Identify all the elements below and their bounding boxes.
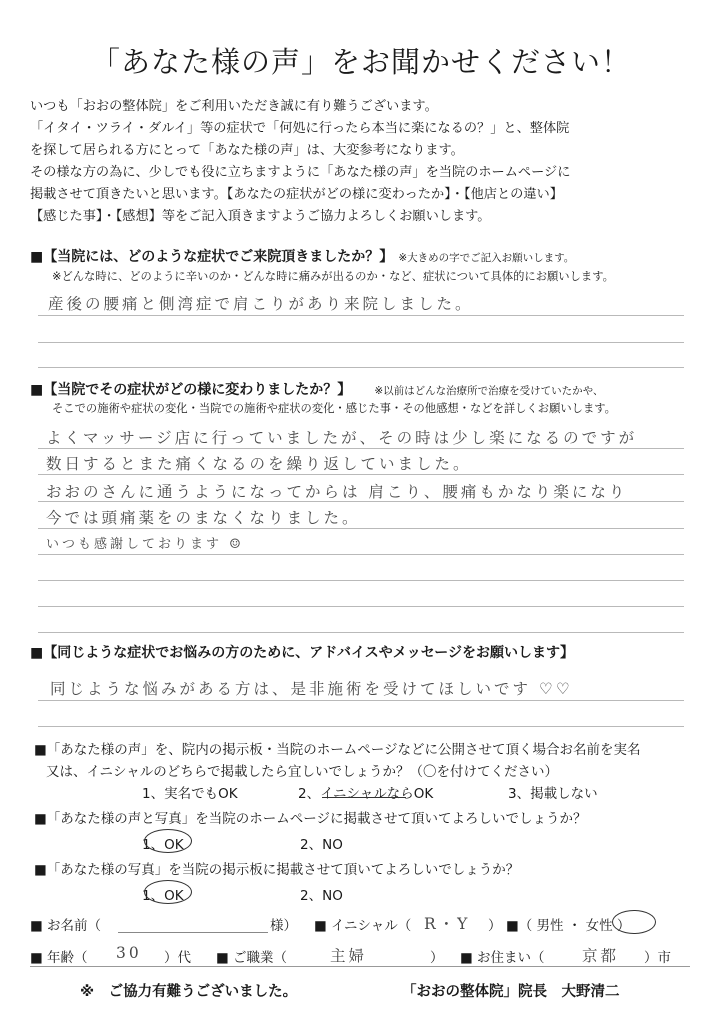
writing-line	[38, 606, 684, 607]
gender-label: ■（ 男性 ・ 女性 ）	[506, 918, 631, 934]
q3-option-ok: 1、OK	[142, 888, 184, 904]
section-1-note: ※大きめの字でご記入お願いします。	[398, 252, 575, 264]
question-1-line-2: 又は、イニシャルのどちらで掲載したら宜しいでしょうか？（〇を付けてください）	[46, 764, 559, 780]
writing-line	[38, 700, 684, 701]
section-2-answer-line: 今では頭痛薬をのまなくなりました。	[46, 509, 361, 527]
writing-line	[38, 448, 684, 449]
intro-line: その様な方の為に、少しでも役に立ちますように「あなた様の声」を当院のホームページに	[30, 165, 571, 180]
page-title: 「あなた様の声」をお聞かせください！	[90, 45, 631, 79]
writing-line	[38, 726, 684, 727]
age-label: ■ 年齢（	[30, 950, 88, 966]
footer-signature: 「おおの整体院」院長 大野清二	[402, 984, 620, 1000]
section-2-answer-line: 数日するとまた痛くなるのを繰り返していました。	[46, 455, 472, 473]
writing-line	[38, 554, 684, 555]
name-field-line	[118, 932, 268, 933]
selection-circle	[144, 829, 192, 853]
question-1-line-1: ■「あなた様の声」を、院内の掲示板・当院のホームページなどに公開させて頂く場合お名前を実名	[34, 742, 641, 758]
section-1-answer-line: 産後の腰痛と側湾症で肩こりがあり来院しました。	[48, 295, 474, 313]
age-value: 30	[116, 944, 142, 962]
writing-line	[38, 315, 684, 316]
section-2-answer-line: いつも感謝しております ☺	[46, 537, 244, 552]
initial-value: R・Y	[424, 915, 471, 933]
name-suffix: 様）	[270, 918, 297, 934]
footer-thanks: ※ ご協力有難うございました。	[80, 984, 298, 1000]
writing-line	[38, 501, 684, 502]
name-label: ■ お名前（	[30, 918, 102, 934]
address-suffix: ）市	[644, 950, 671, 966]
question-2-text: ■「あなた様の声と写真」を当院のホームページに掲載させて頂いてよろしいでしょうか？	[34, 811, 587, 827]
section-2-header	[30, 379, 720, 399]
job-label: ■ ご職業（	[216, 950, 288, 966]
writing-line	[38, 580, 684, 581]
age-suffix: ）代	[164, 950, 191, 966]
intro-paragraph	[30, 96, 710, 228]
q2-option-ok: 1、OK	[142, 837, 184, 853]
q1-option-no-publish: 3、掲載しない	[508, 786, 598, 802]
intro-line: を探して居られる方にとって「あなた様の声」は、大変参考になります。	[30, 143, 464, 158]
q3-option-no: 2、NO	[300, 888, 343, 904]
section-1-subnote: ※どんな時に、どのように辛いのか・どんな時に痛みが出るのか・など、症状について具体的にお願いします。	[52, 270, 614, 283]
intro-line: 【感じた事】・【感想】等をご記入頂きますようご協力よろしくお願いします。	[30, 209, 491, 224]
section-2-heading: ■【当院でその症状がどの様に変わりましたか？】	[30, 382, 352, 398]
section-3-answer-line: 同じような悩みがある方は、是非施術を受けてほしいです ♡♡	[50, 680, 573, 698]
address-label: ■ お住まい（	[460, 950, 545, 966]
writing-line	[38, 474, 684, 475]
section-2-answer-line: よくマッサージ店に行っていましたが、その時は少し楽になるのですが	[46, 429, 638, 447]
underline-mark	[322, 797, 406, 798]
intro-line: 掲載させて頂きたいと思います。【あなたの症状がどの様に変わったか】・【他店との違い】	[30, 187, 563, 202]
writing-line	[38, 632, 684, 633]
job-close: ）	[430, 950, 444, 966]
question-3-text: ■「あなた様の写真」を当院の掲示板に掲載させて頂いてよろしいでしょうか？	[34, 862, 520, 878]
intro-line: 「イタイ・ツライ・ダルイ」等の症状で「何処に行ったら本当に楽になるの？」と、整体院	[30, 121, 570, 136]
job-value: 主婦	[330, 947, 368, 965]
address-value: 京都	[582, 947, 620, 965]
section-2-note: ※以前はどんな治療所で治療を受けていたかや、	[374, 385, 604, 397]
selection-circle	[144, 880, 192, 904]
selection-circle	[612, 910, 656, 934]
section-3-heading: ■【同じような症状でお悩みの方のために、アドバイスやメッセージをお願いします】	[30, 645, 574, 661]
section-1-heading: ■【当院には、どのような症状でご来院頂きましたか？】	[30, 249, 394, 265]
writing-line	[38, 367, 684, 368]
writing-line	[38, 342, 684, 343]
q1-option-initial: 2、イニシャルならOK	[298, 786, 434, 802]
writing-line	[38, 528, 684, 529]
divider	[30, 966, 690, 967]
initial-label: ■ イニシャル（	[314, 918, 412, 934]
intro-line: いつも「おおの整体院」をご利用いただき誠に有り難うございます。	[30, 99, 438, 114]
q1-option-real-name: 1、実名でもOK	[142, 786, 238, 802]
section-2-answer-line: おおのさんに通うようになってからは 肩こり、腰痛もかなり楽になり	[46, 483, 628, 501]
section-2-subnote: そこでの施術や症状の変化・当院での施術や症状の変化・感じた事・その他感想・などを詳しくお願いします。	[52, 402, 616, 415]
initial-close: ）	[488, 918, 502, 934]
section-1-header	[30, 246, 710, 266]
q2-option-no: 2、NO	[300, 837, 343, 853]
